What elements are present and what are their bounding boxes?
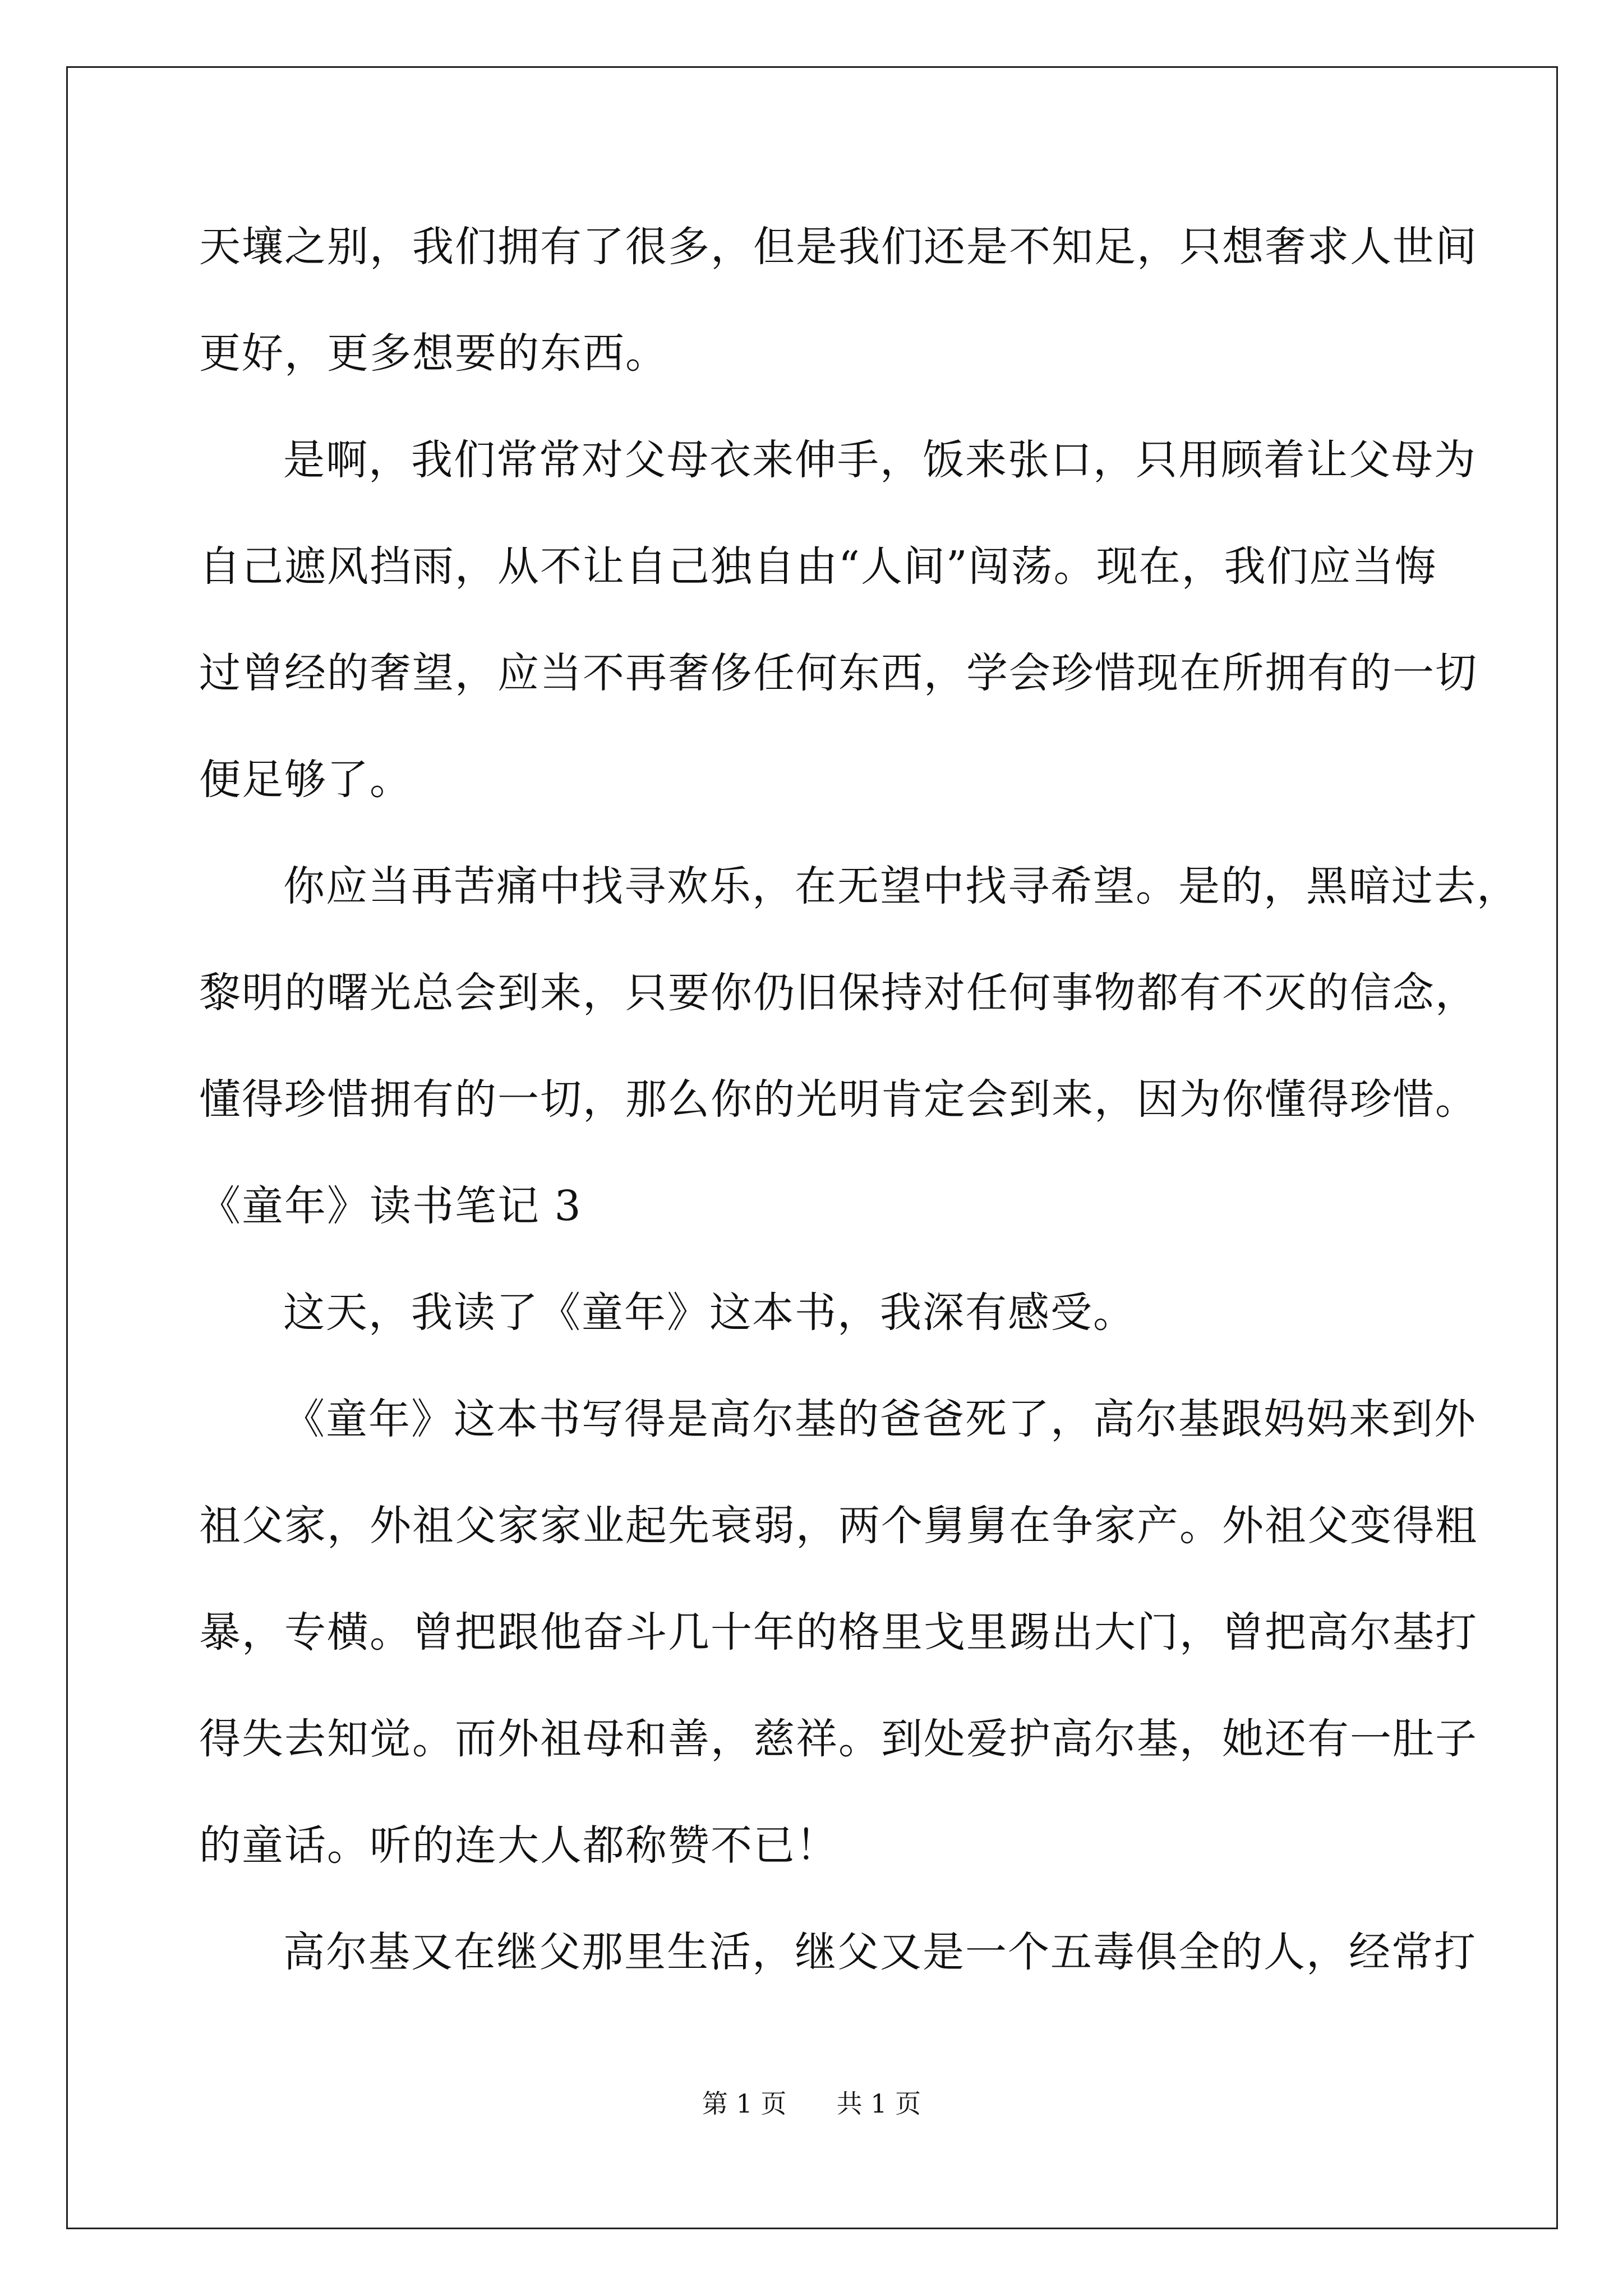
page-border xyxy=(66,66,1558,2229)
page-footer xyxy=(0,2087,1623,2120)
text-line: 更好，更多想要的东西。 xyxy=(199,329,668,378)
text-line: 便足够了。 xyxy=(199,756,412,804)
page-number: 第 1 页 xyxy=(702,2088,787,2119)
text-line: 黎明的曙光总会到来，只要你仍旧保持对任何事物都有不灭的信念， xyxy=(199,969,1478,1017)
text-line: 得失去知觉。而外祖母和善，慈祥。到处爱护高尔基，她还有一肚子 xyxy=(199,1715,1478,1763)
paragraph-start: 你应当再苦痛中找寻欢乐，在无望中找寻希望。是的，黑暗过去， xyxy=(283,862,1519,910)
text-line: 自己遮风挡雨，从不让自己独自由“人间”闯荡。现在，我们应当悔 xyxy=(199,542,1437,591)
paragraph-start: 是啊，我们常常对父母衣来伸手，饭来张口，只用顾着让父母为 xyxy=(283,436,1477,484)
section-heading: 《童年》读书笔记 3 xyxy=(199,1182,582,1230)
text-line: 的童话。听的连大人都称赞不已！ xyxy=(199,1821,838,1870)
page-count: 共 1 页 xyxy=(836,2088,921,2119)
text-line: 过曾经的奢望，应当不再奢侈任何东西，学会珍惜现在所拥有的一切 xyxy=(199,649,1478,697)
paragraph-start: 高尔基又在继父那里生活，继父又是一个五毒俱全的人，经常打 xyxy=(283,1928,1477,1976)
text-line: 懂得珍惜拥有的一切，那么你的光明肯定会到来，因为你懂得珍惜。 xyxy=(199,1075,1478,1124)
paragraph-start: 《童年》这本书写得是高尔基的爸爸死了，高尔基跟妈妈来到外 xyxy=(283,1395,1477,1443)
text-line: 天壤之别，我们拥有了很多，但是我们还是不知足，只想奢求人世间 xyxy=(199,223,1478,271)
text-line: 暴，专横。曾把跟他奋斗几十年的格里戈里踢出大门，曾把高尔基打 xyxy=(199,1608,1478,1657)
paragraph-start: 这天，我读了《童年》这本书，我深有感受。 xyxy=(283,1289,1136,1337)
text-line: 祖父家，外祖父家家业起先衰弱，两个舅舅在争家产。外祖父变得粗 xyxy=(199,1502,1478,1550)
